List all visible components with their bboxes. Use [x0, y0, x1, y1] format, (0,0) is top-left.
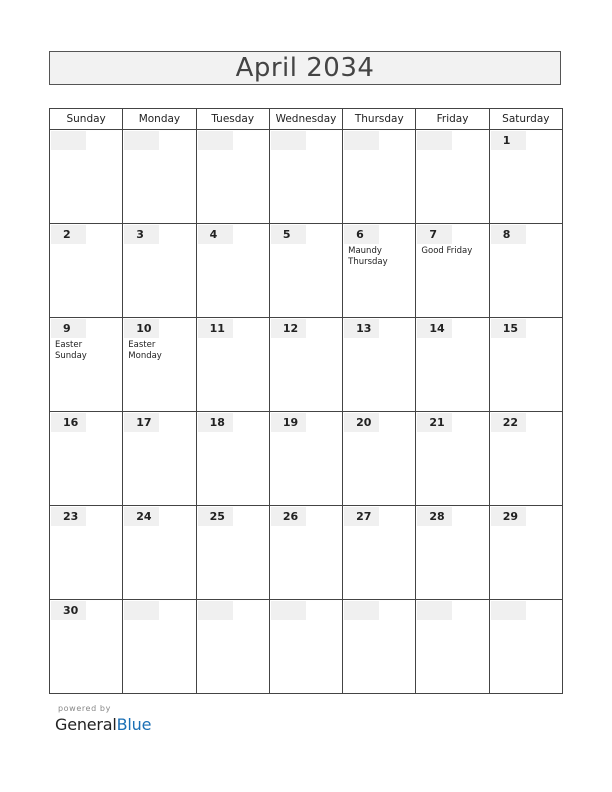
day-number	[198, 131, 233, 150]
brand-logo[interactable]	[55, 715, 151, 734]
day-cell	[50, 130, 123, 224]
day-number: 22	[491, 413, 526, 432]
calendar-grid	[49, 108, 563, 694]
day-cell	[489, 224, 562, 318]
weekday-monday: Monday	[123, 109, 196, 130]
day-number: 8	[491, 225, 526, 244]
day-number	[417, 601, 452, 620]
day-cell	[416, 506, 489, 600]
day-cell	[269, 506, 342, 600]
day-number: 7	[417, 225, 452, 244]
day-number: 10	[124, 319, 159, 338]
weekday-thursday: Thursday	[343, 109, 416, 130]
day-number: 21	[417, 413, 452, 432]
day-number: 12	[271, 319, 306, 338]
holiday-label: Easter Sunday	[55, 340, 87, 361]
day-number: 26	[271, 507, 306, 526]
day-cell	[196, 130, 269, 224]
day-number: 18	[198, 413, 233, 432]
holiday-label: Maundy Thursday	[348, 246, 388, 267]
day-number: 13	[344, 319, 379, 338]
day-cell	[416, 130, 489, 224]
day-cell	[489, 318, 562, 412]
day-cell	[50, 506, 123, 600]
day-number: 17	[124, 413, 159, 432]
day-number: 1	[491, 131, 526, 150]
day-cell	[123, 130, 196, 224]
day-cell	[269, 130, 342, 224]
day-number: 20	[344, 413, 379, 432]
day-cell	[50, 318, 123, 412]
day-number: 15	[491, 319, 526, 338]
day-cell	[343, 506, 416, 600]
day-cell	[196, 318, 269, 412]
weekday-sunday: Sunday	[50, 109, 123, 130]
day-number	[417, 131, 452, 150]
week-row	[50, 318, 563, 412]
day-cell	[343, 600, 416, 694]
day-number: 23	[51, 507, 86, 526]
day-cell	[123, 318, 196, 412]
day-cell	[416, 318, 489, 412]
holiday-label: Good Friday	[421, 246, 473, 256]
calendar-title-box	[49, 51, 561, 85]
day-number: 16	[51, 413, 86, 432]
day-number: 24	[124, 507, 159, 526]
day-cell	[416, 224, 489, 318]
week-row	[50, 224, 563, 318]
day-number: 29	[491, 507, 526, 526]
day-number	[344, 131, 379, 150]
brand-name-blue: Blue	[116, 715, 152, 734]
day-cell	[343, 412, 416, 506]
day-number: 30	[51, 601, 86, 620]
week-row	[50, 506, 563, 600]
day-number: 4	[198, 225, 233, 244]
day-cell	[123, 412, 196, 506]
day-cell	[123, 600, 196, 694]
day-number	[491, 601, 526, 620]
week-row	[50, 412, 563, 506]
day-cell	[343, 130, 416, 224]
day-number: 27	[344, 507, 379, 526]
day-number	[124, 131, 159, 150]
day-number: 3	[124, 225, 159, 244]
day-number	[51, 131, 86, 150]
day-cell	[123, 506, 196, 600]
day-number	[344, 601, 379, 620]
day-number: 2	[51, 225, 86, 244]
calendar-title: April 2034	[235, 53, 375, 83]
day-cell	[489, 600, 562, 694]
day-cell	[416, 412, 489, 506]
day-number: 19	[271, 413, 306, 432]
day-cell	[50, 600, 123, 694]
day-number: 5	[271, 225, 306, 244]
powered-by-text: powered by	[58, 704, 111, 713]
day-cell	[50, 412, 123, 506]
day-number: 11	[198, 319, 233, 338]
day-number: 28	[417, 507, 452, 526]
day-cell	[416, 600, 489, 694]
day-cell	[196, 224, 269, 318]
day-cell	[269, 600, 342, 694]
weekday-friday: Friday	[416, 109, 489, 130]
day-number: 9	[51, 319, 86, 338]
day-number: 14	[417, 319, 452, 338]
holiday-label: Easter Monday	[128, 340, 162, 361]
day-number	[271, 131, 306, 150]
day-cell	[123, 224, 196, 318]
day-cell	[269, 318, 342, 412]
weekday-wednesday: Wednesday	[269, 109, 342, 130]
day-number: 6	[344, 225, 379, 244]
day-cell	[489, 506, 562, 600]
weekday-saturday: Saturday	[489, 109, 562, 130]
weekday-header-row	[50, 109, 563, 130]
day-number	[124, 601, 159, 620]
day-cell	[196, 506, 269, 600]
day-cell	[50, 224, 123, 318]
day-number	[198, 601, 233, 620]
week-row	[50, 130, 563, 224]
day-cell	[489, 412, 562, 506]
day-cell	[196, 412, 269, 506]
day-number	[271, 601, 306, 620]
day-cell	[196, 600, 269, 694]
week-row	[50, 600, 563, 694]
day-cell	[489, 130, 562, 224]
brand-name-general: General	[55, 715, 117, 734]
day-cell	[343, 224, 416, 318]
day-cell	[269, 224, 342, 318]
day-cell	[343, 318, 416, 412]
weekday-tuesday: Tuesday	[196, 109, 269, 130]
day-number: 25	[198, 507, 233, 526]
day-cell	[269, 412, 342, 506]
